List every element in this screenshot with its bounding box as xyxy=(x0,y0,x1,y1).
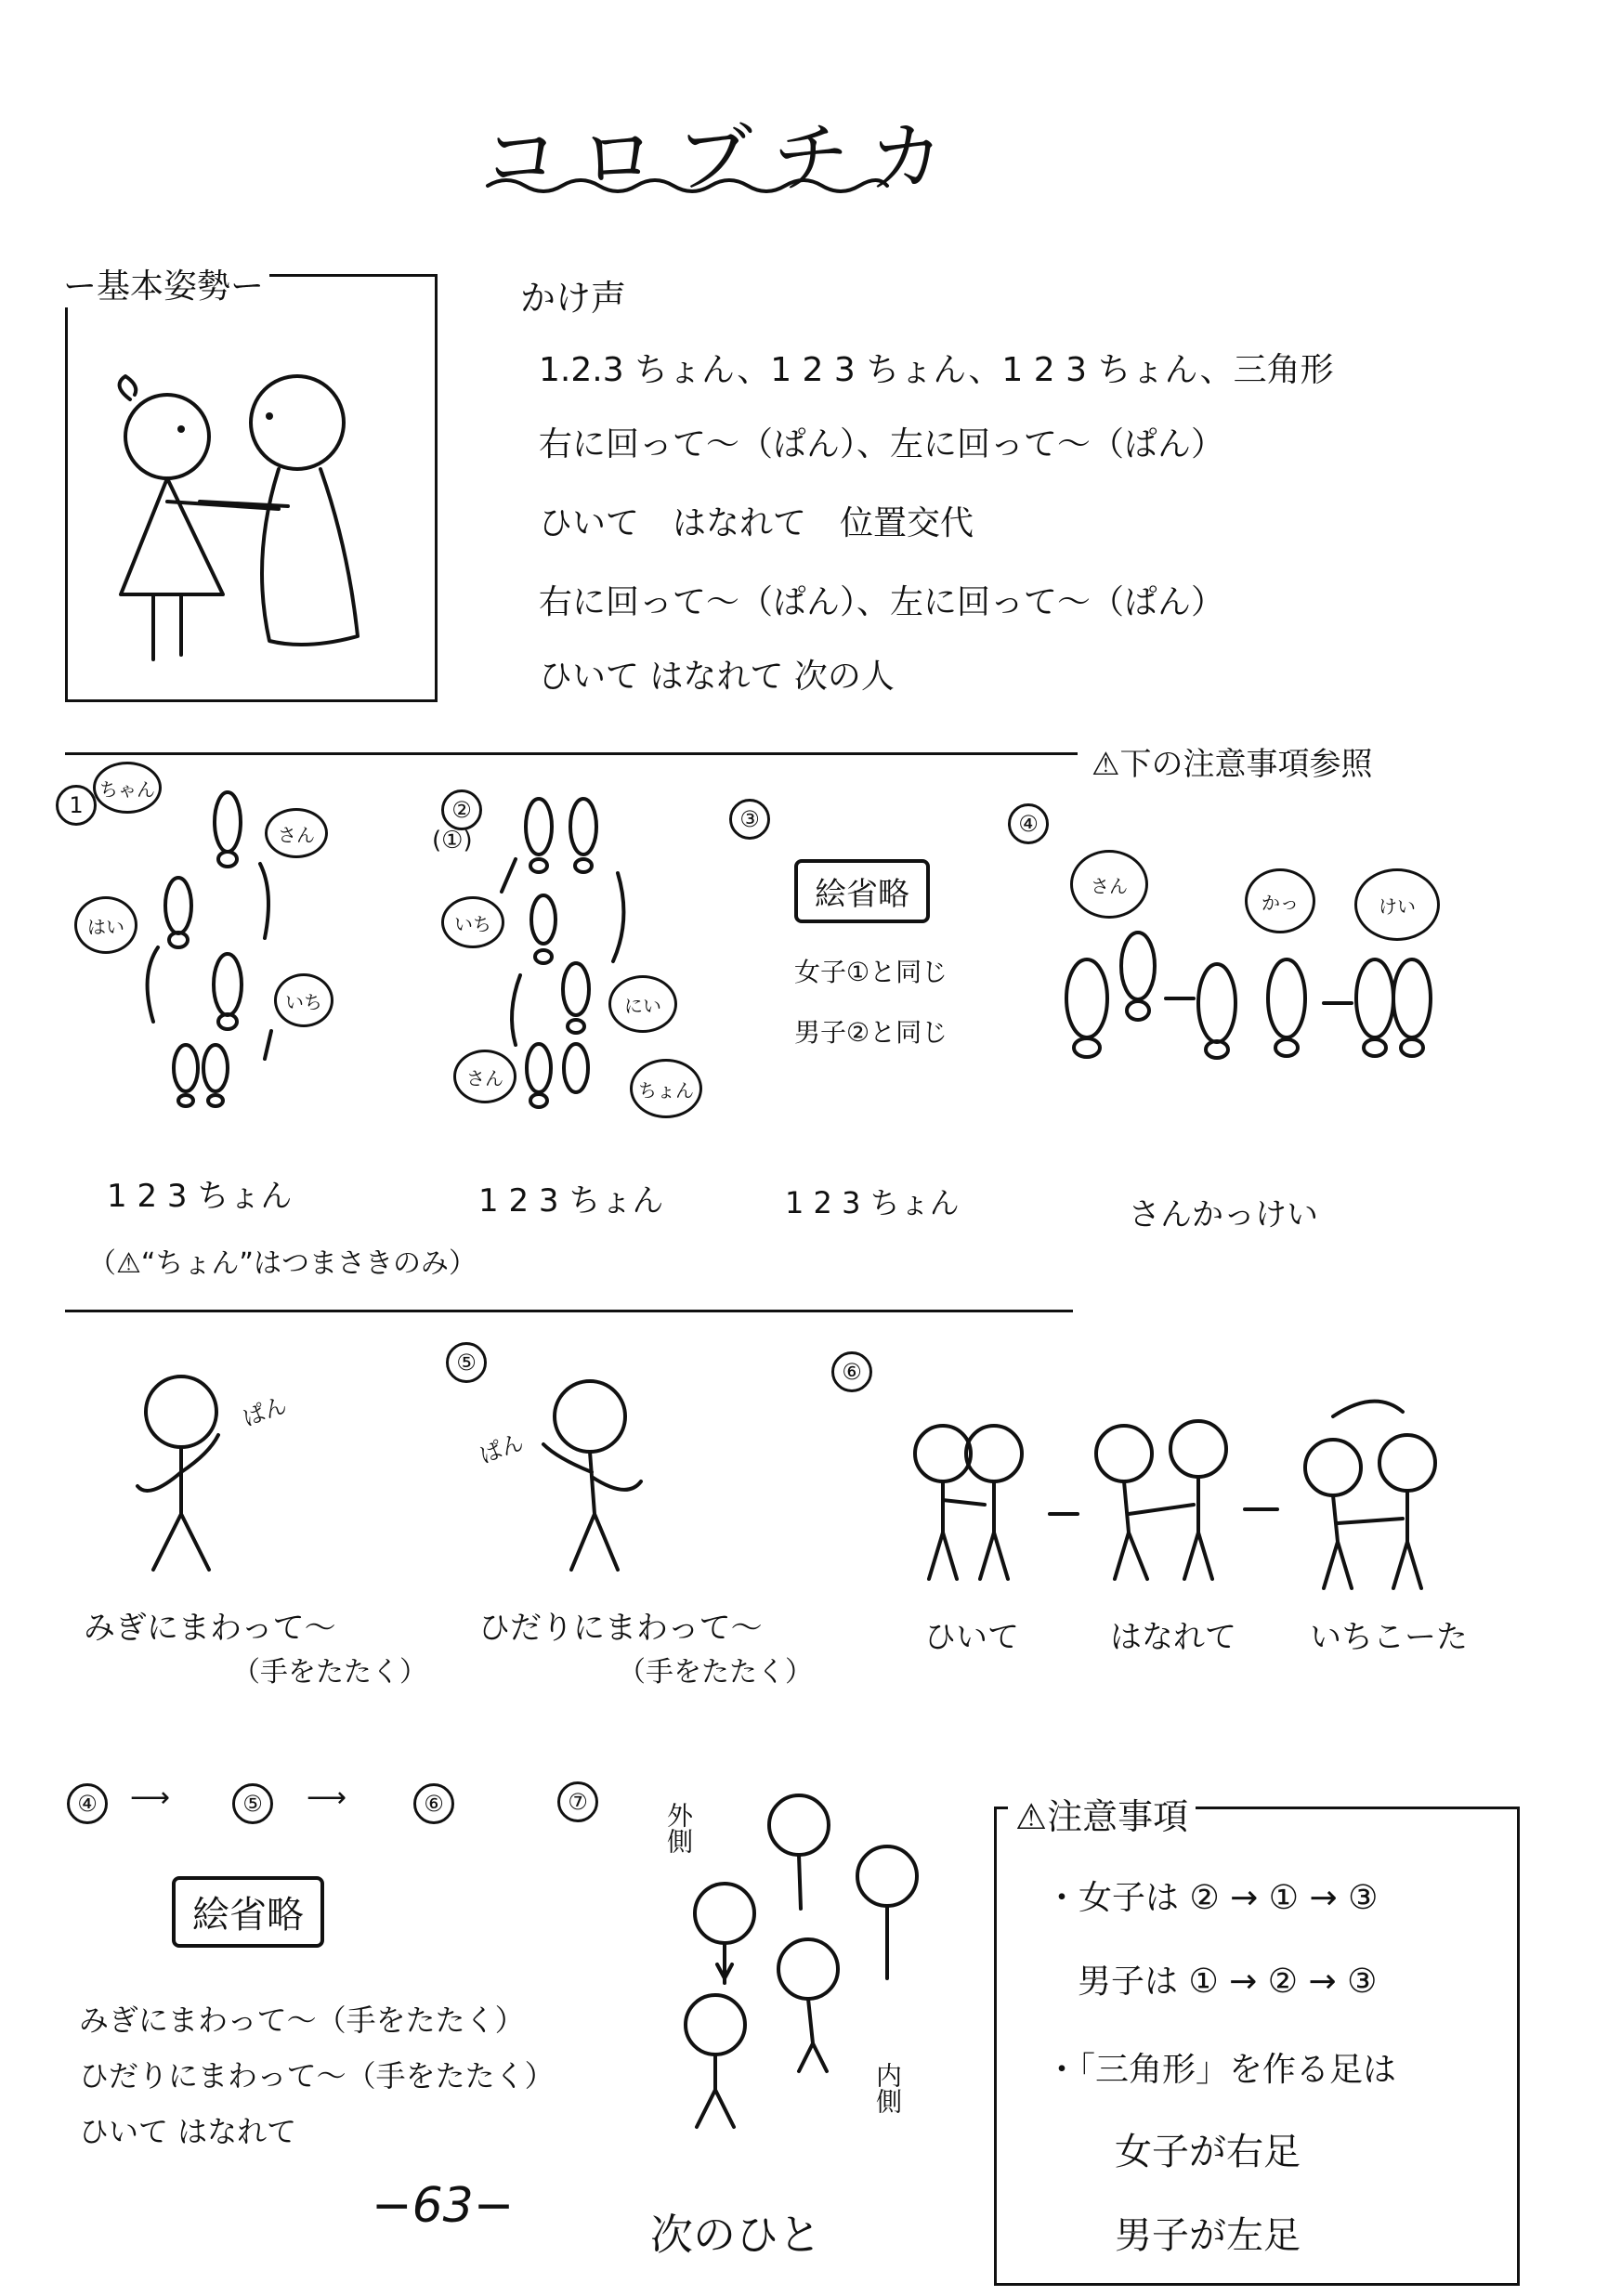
step-2-caption: 1 2 3 ちょん xyxy=(478,1182,664,1220)
notes-item-3: ・「三角形」を作る足は xyxy=(1045,2051,1397,2089)
calls-heading: かけ声 xyxy=(520,278,627,319)
step-3-omitted-stamp: 絵省略 xyxy=(794,859,930,923)
step-4-bubble-2: かっ xyxy=(1245,868,1315,933)
step-6-caption-1: ひいて xyxy=(924,1619,1019,1656)
step-3-line-1: 女子①と同じ xyxy=(794,957,948,987)
step-5-caption: ひだりにまわって〜 xyxy=(478,1610,763,1647)
notes-item-2: 男子は ① → ② → ③ xyxy=(1078,1963,1378,2001)
step-7-outside-label: 外側 xyxy=(663,1802,694,1854)
notes-item-4: 女子が右足 xyxy=(1115,2131,1301,2173)
step-4-number: ④ xyxy=(1008,803,1049,844)
basic-posture-box xyxy=(65,274,438,702)
basic-posture-heading: ー基本姿勢ー xyxy=(58,260,269,307)
step-1-bubble-1: ちゃん xyxy=(93,762,162,814)
step-7-number: ⑦ xyxy=(557,1781,598,1822)
step-4-bubble-1: さん xyxy=(1070,850,1148,919)
calls-line-3: ひいて はなれて 位置交代 xyxy=(539,504,974,542)
step-6-caption-2: はなれて xyxy=(1110,1619,1236,1656)
step-1-number: 1 xyxy=(56,785,97,826)
step-7-caption: 次のひと xyxy=(650,2210,821,2260)
step-1-note: （⚠“ちょん”はつまさきのみ） xyxy=(88,1247,477,1280)
sequence-arrow-1: ⟶ xyxy=(130,1781,171,1814)
step-right-caption: みぎにまわって〜 xyxy=(84,1610,336,1647)
step-2-bubble-1: いち xyxy=(441,896,504,948)
step-6-caption-3: いちこーた xyxy=(1310,1619,1468,1656)
step-3-caption: 1 2 3 ちょん xyxy=(785,1185,960,1220)
step-3-line-2: 男子②と同じ xyxy=(794,1017,948,1048)
step-4-caption: さんかっけい xyxy=(1129,1196,1318,1233)
sequence-item-1: ④ xyxy=(67,1783,108,1824)
sequence-omitted-stamp: 絵省略 xyxy=(172,1876,324,1948)
notes-item-5: 男子が左足 xyxy=(1115,2214,1301,2257)
calls-line-1: 1.2.3 ちょん、1 2 3 ちょん、1 2 3 ちょん、三角形 xyxy=(539,351,1334,389)
step-3-number: ③ xyxy=(729,799,770,840)
notes-item-1: ・女子は ② → ① → ③ xyxy=(1045,1879,1379,1917)
sequence-item-3: ⑥ xyxy=(413,1783,454,1824)
step-2-bubble-3: さん xyxy=(453,1050,516,1103)
step-2-sub: (①) xyxy=(432,827,473,854)
step-6-number: ⑥ xyxy=(831,1351,872,1392)
sequence-item-2: ⑤ xyxy=(232,1783,273,1824)
divider-middle xyxy=(65,1310,1073,1312)
step-right-clap: ぱん xyxy=(239,1391,291,1432)
step-4-bubble-3: けい xyxy=(1354,868,1440,941)
notes-heading: ⚠注意事項 xyxy=(1008,1788,1196,1839)
step-5-number: ⑤ xyxy=(446,1342,487,1383)
step-1-bubble-2: さん xyxy=(265,808,328,858)
notice-reference: ⚠下の注意事項参照 xyxy=(1092,746,1373,783)
sequence-line-3: ひいて はなれて xyxy=(79,2114,297,2149)
page-title: コロブチカ xyxy=(483,114,965,202)
sequence-arrow-2: ⟶ xyxy=(307,1781,347,1814)
step-1-bubble-4: いち xyxy=(274,973,333,1027)
calls-line-4: 右に回って〜（ぱん）、左に回って〜（ぱん） xyxy=(539,583,1225,621)
step-1-caption: 1 2 3 ちょん xyxy=(107,1178,293,1215)
step-right-sub: （手をたたく） xyxy=(232,1656,427,1689)
sequence-line-2: ひだりにまわって〜（手をたたく） xyxy=(79,2058,555,2094)
step-2-bubble-4: ちょん xyxy=(630,1059,702,1118)
step-2-number: ② xyxy=(441,789,482,830)
divider-top xyxy=(65,752,1078,755)
sequence-line-1: みぎにまわって〜（手をたたく） xyxy=(79,2002,525,2038)
step-1-bubble-3: はい xyxy=(74,896,137,954)
title-underline-wave xyxy=(483,172,892,200)
step-7-inside-label: 内側 xyxy=(872,2062,903,2114)
step-5-clap: ぱん xyxy=(476,1428,528,1469)
calls-line-5: ひいて はなれて 次の人 xyxy=(539,658,895,696)
calls-line-2: 右に回って〜（ぱん）、左に回って〜（ぱん） xyxy=(539,425,1225,463)
step-2-bubble-2: にい xyxy=(608,975,677,1033)
step-5-sub: （手をたたく） xyxy=(618,1656,813,1689)
page-number: −63− xyxy=(372,2178,515,2234)
